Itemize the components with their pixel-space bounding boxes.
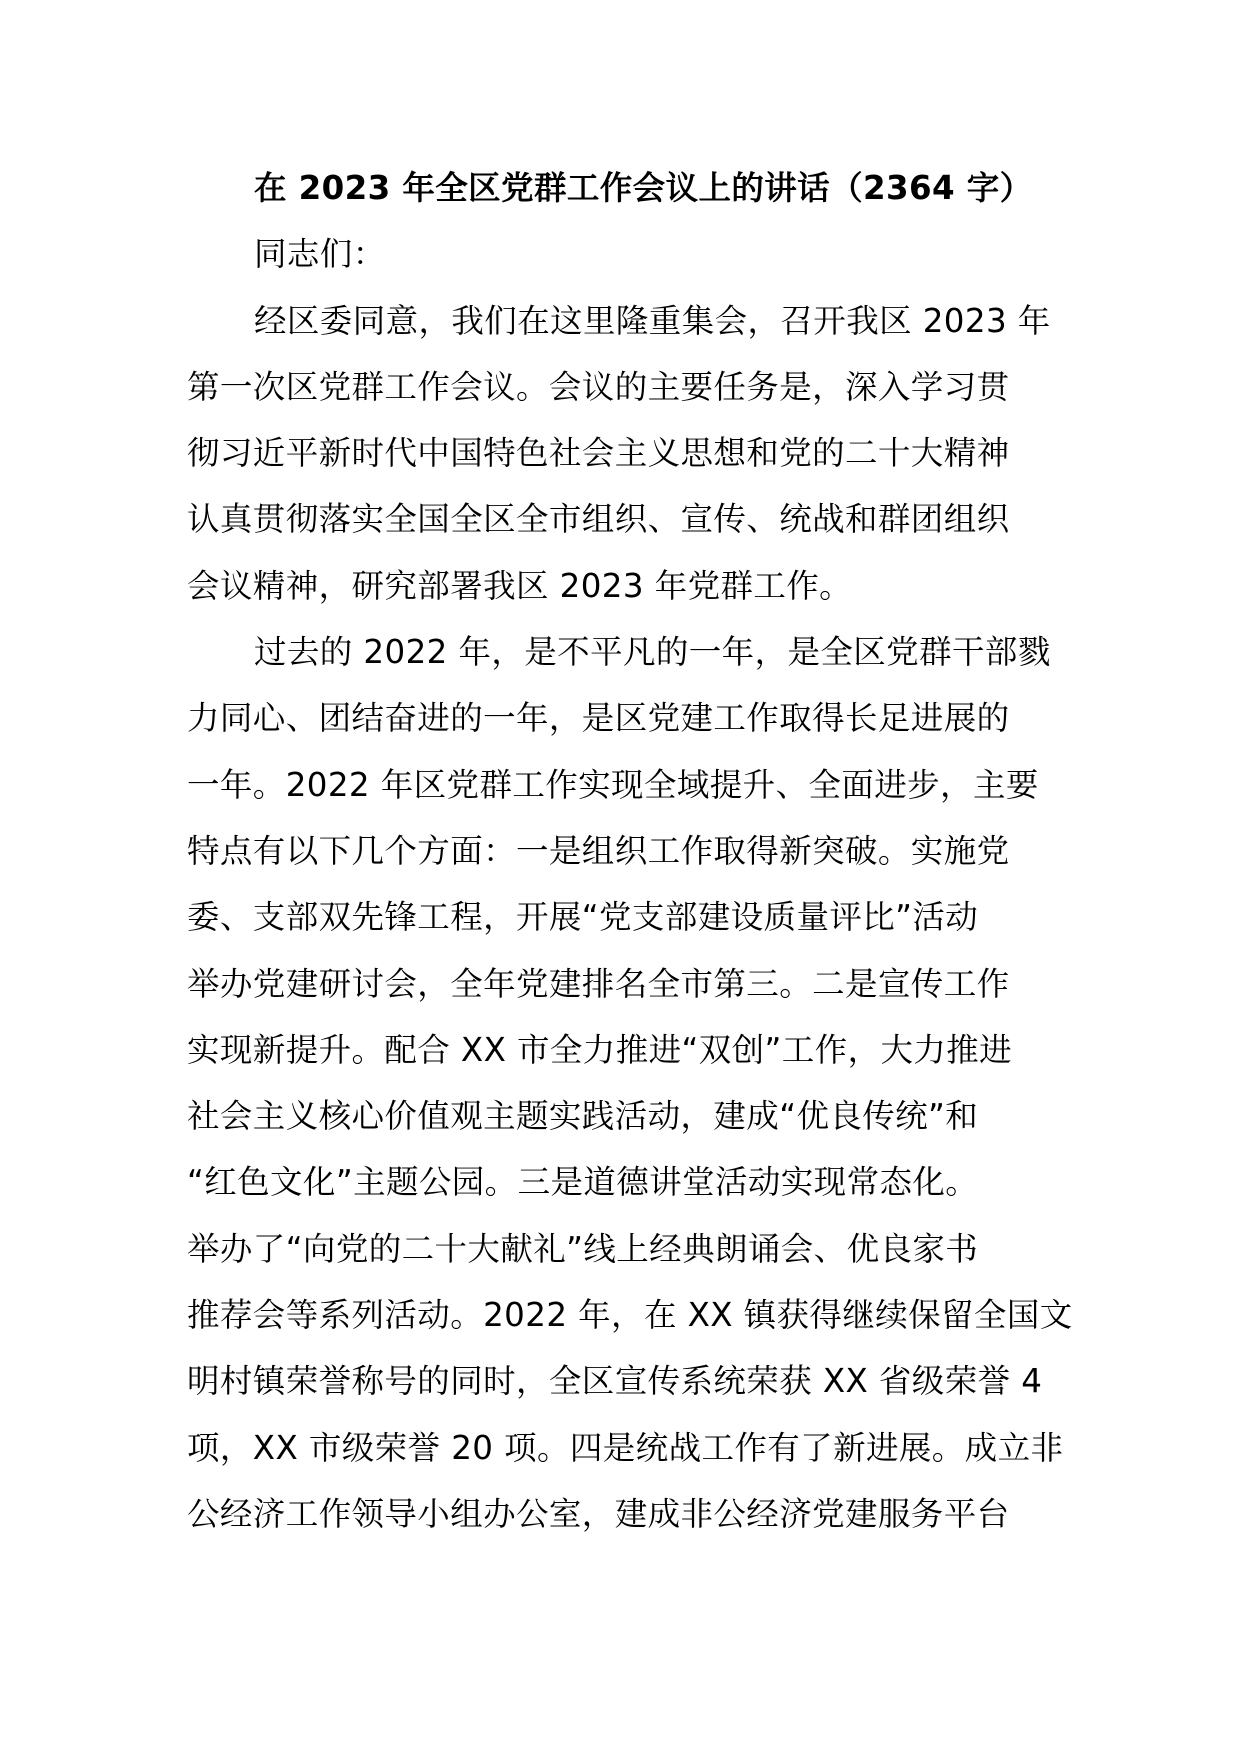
paragraph-2 bbox=[187, 619, 1073, 1547]
paragraph-line: 举办了“向党的二十大献礼”线上经典朗诵会、优良家书 bbox=[187, 1229, 979, 1268]
paragraph-line: 项，XX 市级荣誉 20 项。四是统战工作有了新进展。成立非 bbox=[187, 1428, 1064, 1467]
paragraph-line: 实现新提升。配合 XX 市全力推进“双创”工作，大力推进 bbox=[187, 1030, 1013, 1069]
paragraph-line: 一年。2022 年区党群工作实现全域提升、全面进步，主要 bbox=[187, 765, 1039, 804]
paragraph-line: 特点有以下几个方面：一是组织工作取得新突破。实施党 bbox=[187, 831, 1010, 870]
paragraph-line: 推荐会等系列活动。2022 年，在 XX 镇获得继续保留全国文 bbox=[187, 1296, 1073, 1335]
paragraph-line: 委、支部双先锋工程，开展“党支部建设质量评比”活动 bbox=[187, 898, 979, 937]
paragraph-line: 经区委同意，我们在这里隆重集会，召开我区 2023 年 bbox=[254, 301, 1051, 340]
paragraph-line: 彻习近平新时代中国特色社会主义思想和党的二十大精神 bbox=[187, 434, 1010, 473]
paragraph-line: 社会主义核心价值观主题实践活动，建成“优良传统”和 bbox=[187, 1097, 979, 1136]
paragraph-line: 会议精神，研究部署我区 2023 年党群工作。 bbox=[187, 566, 853, 605]
paragraph-line: 过去的 2022 年，是不平凡的一年，是全区党群干部戮 bbox=[254, 633, 1051, 672]
paragraph-1 bbox=[187, 288, 1062, 619]
paragraph-line: 认真贯彻落实全国全区全市组织、宣传、统战和群团组织 bbox=[187, 500, 1010, 539]
speech-body bbox=[187, 155, 1073, 1547]
paragraph-line: 第一次区党群工作会议。会议的主要任务是，深入学习贯 bbox=[187, 367, 1010, 406]
paragraph-line: 力同心、团结奋进的一年，是区党建工作取得长足进展的 bbox=[187, 699, 1010, 738]
paragraph-line: 举办党建研讨会，全年党建排名全市第三。二是宣传工作 bbox=[187, 964, 1010, 1003]
paragraph-line: “红色文化”主题公园。三是道德讲堂活动实现常态化。 bbox=[187, 1163, 979, 1202]
greeting: 同志们： bbox=[254, 235, 386, 274]
speech-title: 在 2023 年全区党群工作会议上的讲话（2364 字） bbox=[254, 169, 1033, 207]
paragraph-line: 明村镇荣誉称号的同时，全区宣传系统荣获 XX 省级荣誉 4 bbox=[187, 1362, 1043, 1401]
paragraph-line: 公经济工作领导小组办公室，建成非公经济党建服务平台 bbox=[187, 1494, 1010, 1533]
